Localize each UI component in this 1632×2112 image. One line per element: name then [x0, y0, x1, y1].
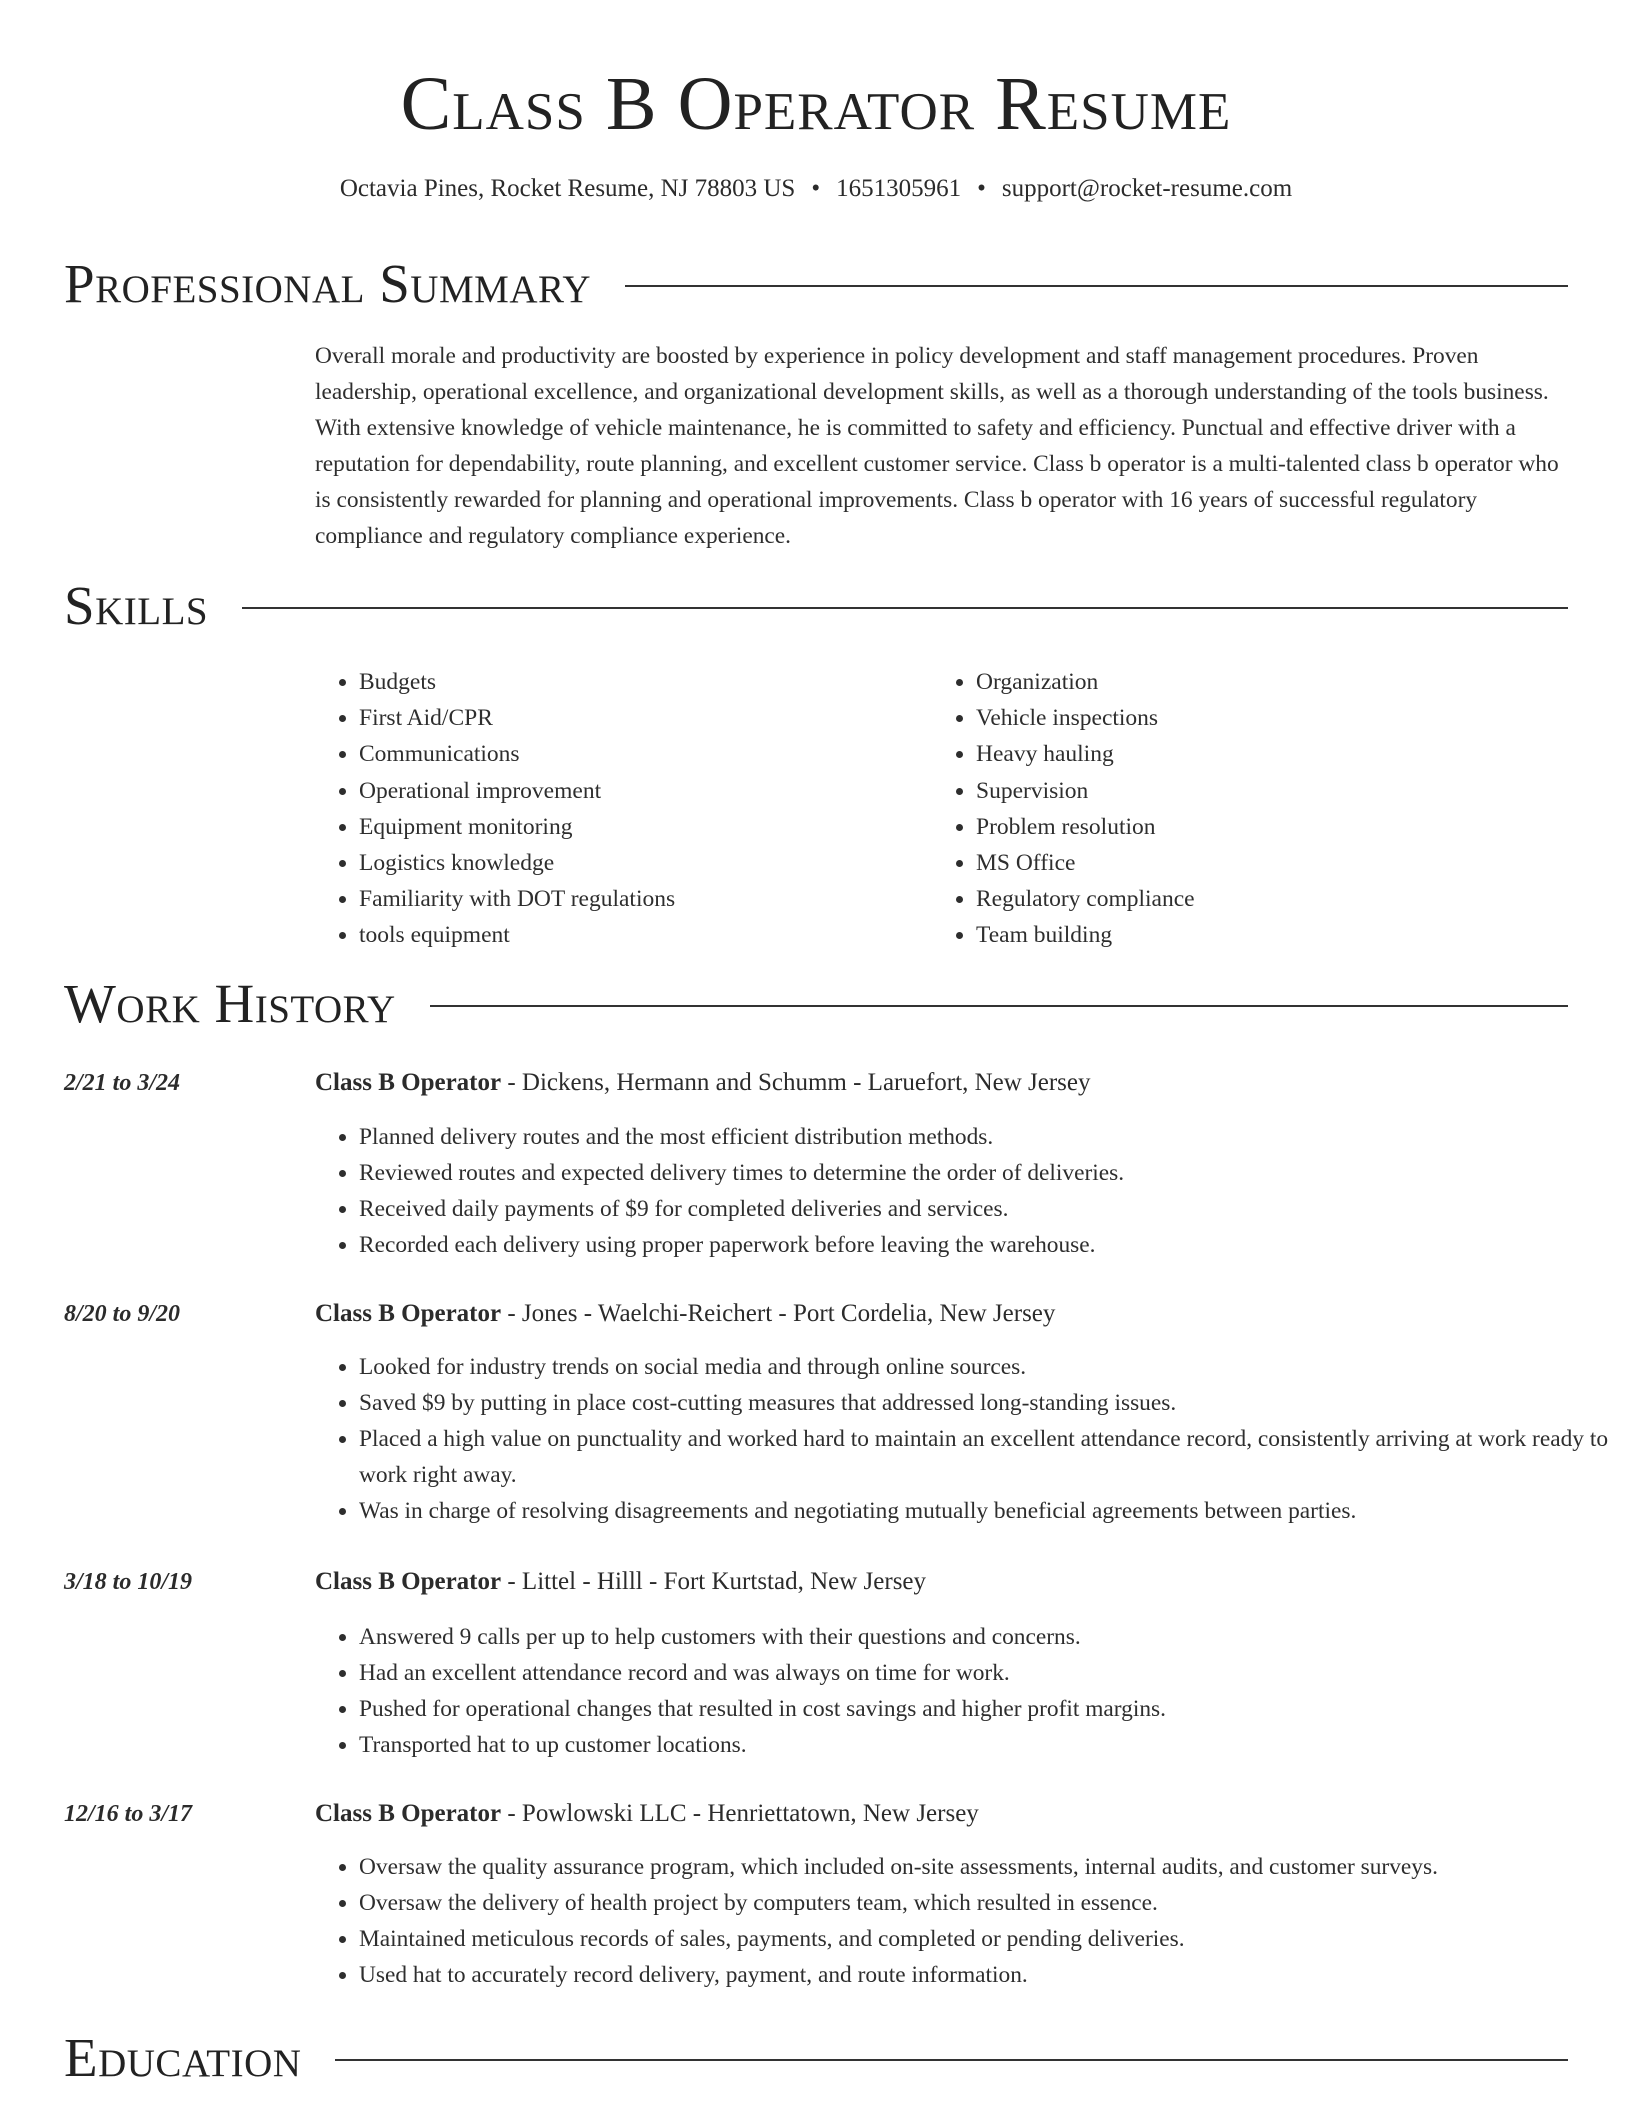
job-duty: • Transported hat to up customer locations.	[359, 1727, 1614, 1763]
job-duty: • Recorded each delivery using proper paperwork before leaving the warehouse.	[359, 1227, 1614, 1263]
skill-item: • MS Office	[976, 845, 1195, 881]
resume-title: Class B Operator Resume	[400, 62, 1232, 146]
job-heading	[315, 1297, 1055, 1331]
job-employer: - Dickens, Hermann and Schumm - Laruefort, New Jersey	[501, 1069, 1091, 1096]
skills-list-left	[315, 664, 675, 954]
job-duties	[315, 1349, 1614, 1529]
skill-item: • Equipment monitoring	[359, 809, 675, 845]
contact-phone: 1651305961	[836, 175, 962, 202]
job-employer: - Powlowski LLC - Henriettatown, New Jersey	[501, 1800, 979, 1827]
skill-item: • Logistics knowledge	[359, 845, 675, 881]
skill-item: • Supervision	[976, 773, 1195, 809]
job-duty: • Answered 9 calls per up to help customers with their questions and concerns.	[359, 1619, 1614, 1655]
job-heading	[315, 1565, 926, 1599]
section-header-summary	[64, 252, 1568, 316]
job-duty: • Maintained meticulous records of sales, payments, and completed or pending deliveries.	[359, 1921, 1614, 1957]
skill-item: • First Aid/CPR	[359, 700, 675, 736]
section-divider	[430, 1005, 1568, 1007]
job-duty: • Oversaw the delivery of health project by computers team, which resulted in essence.	[359, 1885, 1614, 1921]
section-header-work-history	[64, 972, 1568, 1036]
skill-item: • Familiarity with DOT regulations	[359, 881, 675, 917]
job-employer: - Littel - Hilll - Fort Kurtstad, New Jersey	[501, 1568, 927, 1595]
job-duties	[315, 1849, 1614, 1993]
job-duty: • Received daily payments of $9 for completed deliveries and services.	[359, 1191, 1614, 1227]
skill-item: • tools equipment	[359, 917, 675, 953]
skill-item: • Organization	[976, 664, 1195, 700]
skill-item: • Team building	[976, 917, 1195, 953]
section-divider	[242, 607, 1568, 609]
job-duty: • Pushed for operational changes that resulted in cost savings and higher profit margins.	[359, 1691, 1614, 1727]
job-role: Class B Operator	[315, 1800, 502, 1827]
skill-item: • Regulatory compliance	[976, 881, 1195, 917]
section-title-skills: Skills	[64, 575, 209, 636]
contact-address: Octavia Pines, Rocket Resume, NJ 78803 US	[339, 175, 796, 202]
skill-item: • Vehicle inspections	[976, 700, 1195, 736]
job-duty: • Oversaw the quality assurance program, which included on-site assessments, internal audits, and customer surveys.	[359, 1849, 1614, 1885]
section-title-summary: Professional Summary	[64, 253, 592, 314]
job-duty: • Planned delivery routes and the most efficient distribution methods.	[359, 1119, 1614, 1155]
job-duties	[315, 1619, 1614, 1763]
job-duty: • Looked for industry trends on social media and through online sources.	[359, 1349, 1614, 1385]
contact-separator: •	[977, 175, 986, 202]
skill-item: • Budgets	[359, 664, 675, 700]
section-divider	[335, 2059, 1568, 2061]
section-header-skills	[64, 574, 1568, 638]
section-header-education	[64, 2026, 1568, 2090]
skill-item: • Heavy hauling	[976, 736, 1195, 772]
job-role: Class B Operator	[315, 1300, 502, 1327]
job-duty: • Reviewed routes and expected delivery times to determine the order of deliveries.	[359, 1155, 1614, 1191]
contact-email[interactable]: support@rocket-resume.com	[1001, 175, 1293, 202]
skill-item: • Communications	[359, 736, 675, 772]
job-duty: • Was in charge of resolving disagreements and negotiating mutually beneficial agreements between parties.	[359, 1493, 1614, 1529]
summary-paragraph: Overall morale and productivity are boosted by experience in policy development and staff management procedures. Proven leadership, operational excellence, and organizational development skills, as well as a thorough understanding of the tools business. With extensive knowledge of vehicle maintenance, he is committed to safety and efficiency. Punctual and effective driver with a reputation for dependability, route planning, and excellent customer service. Class b operator is a multi-talented class b operator who is consistently rewarded for planning and operational improvements. Class b operator with 16 years of successful regulatory compliance and regulatory compliance experience.	[315, 343, 1559, 549]
skill-item: • Operational improvement	[359, 773, 675, 809]
job-dates: 12/16 to 3/17	[64, 1801, 193, 1827]
job-role: Class B Operator	[315, 1568, 502, 1595]
job-dates: 8/20 to 9/20	[64, 1301, 181, 1327]
section-divider	[625, 285, 1568, 287]
skill-item: • Problem resolution	[976, 809, 1195, 845]
job-role: Class B Operator	[315, 1069, 502, 1096]
section-title-education: Education	[64, 2027, 302, 2088]
job-dates: 2/21 to 3/24	[64, 1070, 181, 1096]
job-duty: • Placed a high value on punctuality and worked hard to maintain an excellent attendance record, consistently arriving at work ready to work right away.	[359, 1421, 1614, 1493]
contact-line	[0, 172, 1632, 206]
job-dates: 3/18 to 10/19	[64, 1569, 193, 1595]
job-heading	[315, 1066, 1091, 1100]
job-heading	[315, 1797, 979, 1831]
skills-list-right	[932, 664, 1195, 954]
contact-separator: •	[811, 175, 821, 202]
section-title-work-history: Work History	[64, 973, 396, 1034]
job-employer: - Jones - Waelchi-Reichert - Port Cordelia, New Jersey	[501, 1300, 1056, 1327]
job-duty: • Saved $9 by putting in place cost-cutting measures that addressed long-standing issues.	[359, 1385, 1614, 1421]
job-duty: • Used hat to accurately record delivery, payment, and route information.	[359, 1957, 1614, 1993]
job-duties	[315, 1119, 1614, 1263]
job-duty: • Had an excellent attendance record and was always on time for work.	[359, 1655, 1614, 1691]
